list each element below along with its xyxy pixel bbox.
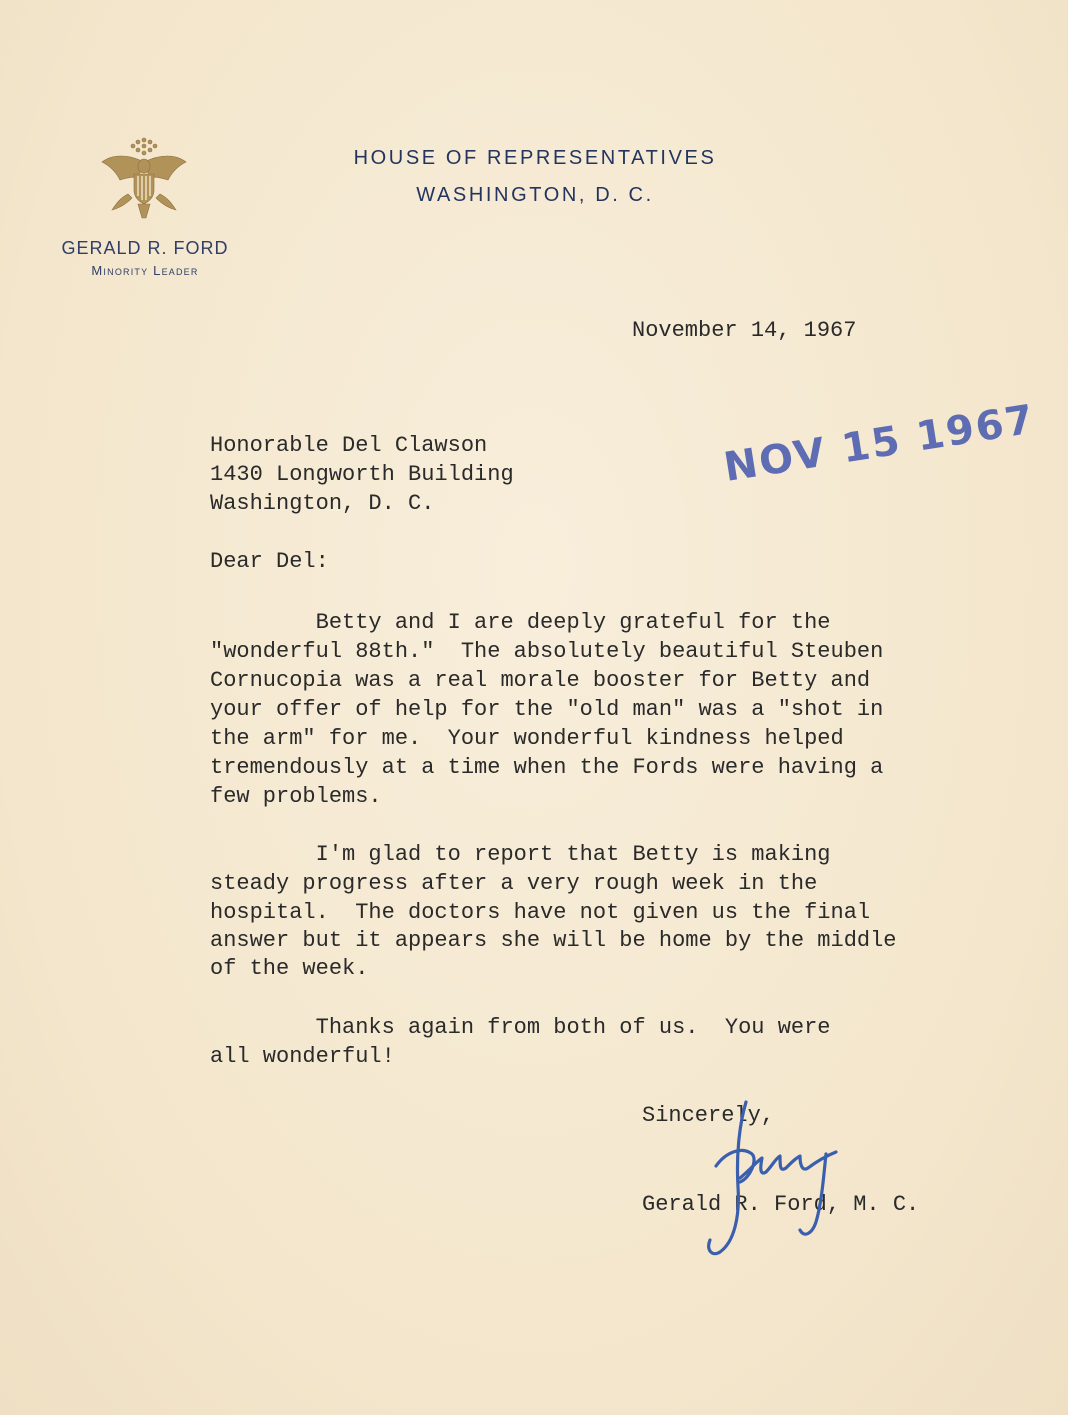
eagle-seal-icon [98, 132, 190, 224]
body-line: Thanks again from both of us. You were [210, 1015, 831, 1040]
letterhead-institution: HOUSE OF REPRESENTATIVES [353, 147, 717, 169]
body-line: tremendously at a time when the Fords were having a [210, 755, 884, 780]
body-line: I'm glad to report that Betty is making [210, 842, 831, 867]
body-line: Cornucopia was a real morale booster for Betty and [210, 668, 871, 693]
body-line: all wonderful! [210, 1044, 395, 1069]
body-line: few problems. [210, 784, 382, 809]
letterhead-title: Minority Leader [91, 263, 199, 278]
body-line: the arm" for me. Your wonderful kindness helped [210, 726, 844, 751]
body-line: of the week. [210, 956, 369, 981]
recipient-name: Honorable Del Clawson [210, 433, 488, 458]
closing: Sincerely, [642, 1103, 775, 1128]
letter-date: November 14, 1967 [632, 318, 857, 343]
body-line: "wonderful 88th." The absolutely beautiful Steuben [210, 639, 884, 664]
recipient-address: 1430 Longworth Building [210, 462, 514, 487]
body-line: answer but it appears she will be home by the middle [210, 928, 897, 953]
salutation: Dear Del: [210, 549, 329, 574]
body-line: hospital. The doctors have not given us the final [210, 900, 871, 925]
received-date-stamp: NOV 15 1967 [720, 396, 1039, 491]
letterhead-name: GERALD R. FORD [61, 238, 229, 258]
handwritten-signature [676, 1092, 876, 1262]
body-line: Betty and I are deeply grateful for the [210, 610, 831, 635]
body-line: your offer of help for the "old man" was a "shot in [210, 697, 884, 722]
body-line: steady progress after a very rough week in the [210, 871, 818, 896]
signature-block: Gerald R. Ford, M. C. [642, 1192, 920, 1217]
letterhead-location: WASHINGTON, D. C. [416, 184, 654, 206]
recipient-city: Washington, D. C. [210, 491, 435, 516]
